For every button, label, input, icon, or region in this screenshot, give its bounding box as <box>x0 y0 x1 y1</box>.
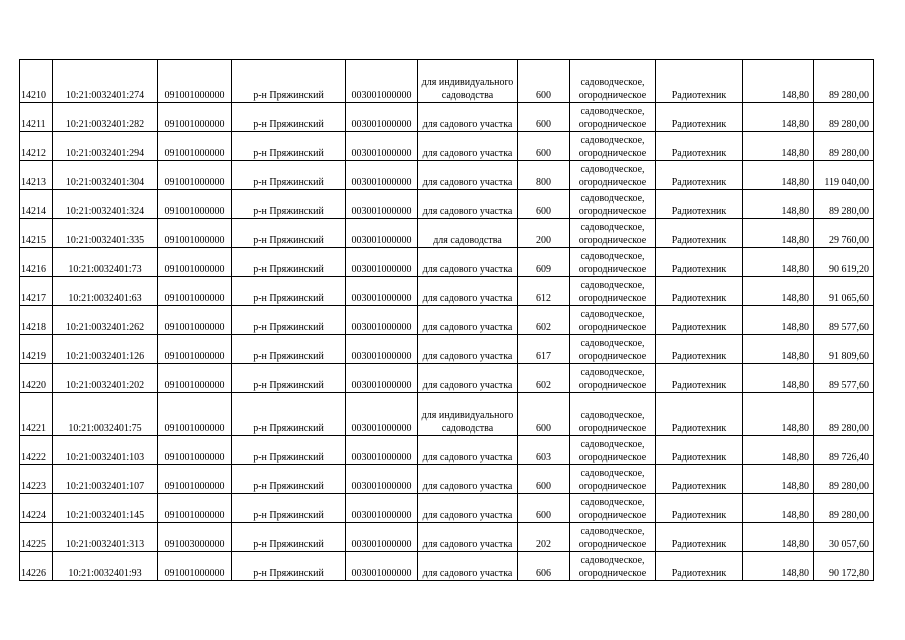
permitted-use: для садового участка <box>418 335 518 364</box>
cadastral-number: 10:21:0032401:335 <box>53 219 158 248</box>
category-code: 003001000000 <box>346 60 418 103</box>
okato-code: 091001000000 <box>158 161 232 190</box>
cadastral-number: 10:21:0032401:107 <box>53 465 158 494</box>
permitted-use: для садового участка <box>418 132 518 161</box>
area-value: 600 <box>518 103 570 132</box>
society-name: Радиотехник <box>656 190 743 219</box>
specific-value: 148,80 <box>743 277 814 306</box>
table-row <box>20 103 874 132</box>
society-name: Радиотехник <box>656 248 743 277</box>
cadastral-number: 10:21:0032401:313 <box>53 523 158 552</box>
permitted-use: для садоводства <box>418 219 518 248</box>
okato-code: 091001000000 <box>158 335 232 364</box>
row-number: 14218 <box>20 306 53 335</box>
district-name: р-н Пряжинский <box>232 60 346 103</box>
table-row <box>20 306 874 335</box>
cadastral-number: 10:21:0032401:73 <box>53 248 158 277</box>
category-code: 003001000000 <box>346 494 418 523</box>
cadastral-number: 10:21:0032401:274 <box>53 60 158 103</box>
specific-value: 148,80 <box>743 161 814 190</box>
specific-value: 148,80 <box>743 393 814 436</box>
district-name: р-н Пряжинский <box>232 364 346 393</box>
district-name: р-н Пряжинский <box>232 277 346 306</box>
society-name: Радиотехник <box>656 161 743 190</box>
specific-value: 148,80 <box>743 219 814 248</box>
society-name: Радиотехник <box>656 364 743 393</box>
okato-code: 091001000000 <box>158 132 232 161</box>
table-row <box>20 161 874 190</box>
cadastral-value: 91 065,60 <box>814 277 874 306</box>
area-value: 600 <box>518 465 570 494</box>
okato-code: 091001000000 <box>158 103 232 132</box>
cadastral-number: 10:21:0032401:63 <box>53 277 158 306</box>
table-row <box>20 277 874 306</box>
specific-value: 148,80 <box>743 436 814 465</box>
land-category: садоводческое, огородническое <box>570 60 656 103</box>
row-number: 14211 <box>20 103 53 132</box>
row-number: 14225 <box>20 523 53 552</box>
land-category: садоводческое, огородническое <box>570 219 656 248</box>
okato-code: 091001000000 <box>158 219 232 248</box>
cadastral-value: 89 280,00 <box>814 393 874 436</box>
society-name: Радиотехник <box>656 335 743 364</box>
row-number: 14214 <box>20 190 53 219</box>
permitted-use: для садового участка <box>418 306 518 335</box>
society-name: Радиотехник <box>656 552 743 581</box>
area-value: 200 <box>518 219 570 248</box>
cadastral-value: 89 280,00 <box>814 465 874 494</box>
okato-code: 091001000000 <box>158 248 232 277</box>
table-row <box>20 436 874 465</box>
land-category: садоводческое, огородническое <box>570 465 656 494</box>
okato-code: 091003000000 <box>158 523 232 552</box>
cadastral-value: 91 809,60 <box>814 335 874 364</box>
table-row <box>20 132 874 161</box>
category-code: 003001000000 <box>346 335 418 364</box>
specific-value: 148,80 <box>743 465 814 494</box>
area-value: 602 <box>518 306 570 335</box>
category-code: 003001000000 <box>346 306 418 335</box>
cadastral-value: 89 726,40 <box>814 436 874 465</box>
cadastral-number: 10:21:0032401:145 <box>53 494 158 523</box>
land-category: садоводческое, огородническое <box>570 494 656 523</box>
district-name: р-н Пряжинский <box>232 306 346 335</box>
permitted-use: для садового участка <box>418 161 518 190</box>
district-name: р-н Пряжинский <box>232 494 346 523</box>
society-name: Радиотехник <box>656 436 743 465</box>
table-row <box>20 465 874 494</box>
row-number: 14215 <box>20 219 53 248</box>
cadastral-number: 10:21:0032401:324 <box>53 190 158 219</box>
row-number: 14210 <box>20 60 53 103</box>
row-number: 14221 <box>20 393 53 436</box>
society-name: Радиотехник <box>656 523 743 552</box>
area-value: 600 <box>518 132 570 161</box>
district-name: р-н Пряжинский <box>232 248 346 277</box>
area-value: 600 <box>518 60 570 103</box>
category-code: 003001000000 <box>346 364 418 393</box>
area-value: 603 <box>518 436 570 465</box>
area-value: 612 <box>518 277 570 306</box>
area-value: 600 <box>518 393 570 436</box>
society-name: Радиотехник <box>656 219 743 248</box>
area-value: 606 <box>518 552 570 581</box>
district-name: р-н Пряжинский <box>232 219 346 248</box>
specific-value: 148,80 <box>743 335 814 364</box>
cadastral-value: 89 280,00 <box>814 190 874 219</box>
land-category: садоводческое, огородническое <box>570 306 656 335</box>
category-code: 003001000000 <box>346 552 418 581</box>
row-number: 14212 <box>20 132 53 161</box>
cadastral-number: 10:21:0032401:282 <box>53 103 158 132</box>
land-category: садоводческое, огородническое <box>570 436 656 465</box>
cadastral-value: 29 760,00 <box>814 219 874 248</box>
okato-code: 091001000000 <box>158 306 232 335</box>
land-category: садоводческое, огородническое <box>570 190 656 219</box>
row-number: 14224 <box>20 494 53 523</box>
row-number: 14217 <box>20 277 53 306</box>
category-code: 003001000000 <box>346 219 418 248</box>
society-name: Радиотехник <box>656 393 743 436</box>
table-row <box>20 248 874 277</box>
category-code: 003001000000 <box>346 436 418 465</box>
okato-code: 091001000000 <box>158 465 232 494</box>
table-row <box>20 60 874 103</box>
category-code: 003001000000 <box>346 277 418 306</box>
okato-code: 091001000000 <box>158 552 232 581</box>
row-number: 14213 <box>20 161 53 190</box>
society-name: Радиотехник <box>656 494 743 523</box>
cadastral-number: 10:21:0032401:93 <box>53 552 158 581</box>
okato-code: 091001000000 <box>158 60 232 103</box>
specific-value: 148,80 <box>743 306 814 335</box>
row-number: 14222 <box>20 436 53 465</box>
cadastral-value: 89 280,00 <box>814 60 874 103</box>
cadastral-value: 30 057,60 <box>814 523 874 552</box>
cadastral-number: 10:21:0032401:294 <box>53 132 158 161</box>
row-number: 14223 <box>20 465 53 494</box>
land-category: садоводческое, огородническое <box>570 393 656 436</box>
table-row <box>20 190 874 219</box>
district-name: р-н Пряжинский <box>232 436 346 465</box>
society-name: Радиотехник <box>656 277 743 306</box>
cadastral-value: 89 577,60 <box>814 364 874 393</box>
table-row <box>20 523 874 552</box>
society-name: Радиотехник <box>656 103 743 132</box>
land-category: садоводческое, огородническое <box>570 248 656 277</box>
permitted-use: для садового участка <box>418 494 518 523</box>
okato-code: 091001000000 <box>158 190 232 219</box>
specific-value: 148,80 <box>743 103 814 132</box>
district-name: р-н Пряжинский <box>232 161 346 190</box>
cadastral-value: 119 040,00 <box>814 161 874 190</box>
district-name: р-н Пряжинский <box>232 132 346 161</box>
area-value: 600 <box>518 494 570 523</box>
cadastral-number: 10:21:0032401:304 <box>53 161 158 190</box>
cadastral-number: 10:21:0032401:75 <box>53 393 158 436</box>
okato-code: 091001000000 <box>158 277 232 306</box>
cadastral-value: 90 619,20 <box>814 248 874 277</box>
district-name: р-н Пряжинский <box>232 465 346 494</box>
specific-value: 148,80 <box>743 190 814 219</box>
cadastral-number: 10:21:0032401:126 <box>53 335 158 364</box>
area-value: 609 <box>518 248 570 277</box>
specific-value: 148,80 <box>743 523 814 552</box>
land-category: садоводческое, огородническое <box>570 364 656 393</box>
table-row <box>20 219 874 248</box>
cadastral-value: 90 172,80 <box>814 552 874 581</box>
specific-value: 148,80 <box>743 60 814 103</box>
table-row <box>20 335 874 364</box>
specific-value: 148,80 <box>743 494 814 523</box>
category-code: 003001000000 <box>346 248 418 277</box>
society-name: Радиотехник <box>656 132 743 161</box>
permitted-use: для садового участка <box>418 248 518 277</box>
permitted-use: для садового участка <box>418 523 518 552</box>
land-category: садоводческое, огородническое <box>570 335 656 364</box>
specific-value: 148,80 <box>743 552 814 581</box>
land-category: садоводческое, огородническое <box>570 523 656 552</box>
row-number: 14226 <box>20 552 53 581</box>
okato-code: 091001000000 <box>158 436 232 465</box>
permitted-use: для садового участка <box>418 103 518 132</box>
row-number: 14216 <box>20 248 53 277</box>
land-category: садоводческое, огородническое <box>570 552 656 581</box>
specific-value: 148,80 <box>743 364 814 393</box>
permitted-use: для садового участка <box>418 436 518 465</box>
cadastral-number: 10:21:0032401:103 <box>53 436 158 465</box>
permitted-use: для садового участка <box>418 190 518 219</box>
category-code: 003001000000 <box>346 190 418 219</box>
area-value: 602 <box>518 364 570 393</box>
land-category: садоводческое, огородническое <box>570 103 656 132</box>
permitted-use: для садового участка <box>418 465 518 494</box>
land-category: садоводческое, огородническое <box>570 132 656 161</box>
category-code: 003001000000 <box>346 132 418 161</box>
specific-value: 148,80 <box>743 132 814 161</box>
cadastral-value: 89 280,00 <box>814 132 874 161</box>
permitted-use: для индивидуального садоводства <box>418 60 518 103</box>
permitted-use: для садового участка <box>418 364 518 393</box>
row-number: 14220 <box>20 364 53 393</box>
okato-code: 091001000000 <box>158 494 232 523</box>
cadastral-number: 10:21:0032401:202 <box>53 364 158 393</box>
specific-value: 148,80 <box>743 248 814 277</box>
okato-code: 091001000000 <box>158 393 232 436</box>
area-value: 800 <box>518 161 570 190</box>
table-row <box>20 552 874 581</box>
table-row <box>20 364 874 393</box>
category-code: 003001000000 <box>346 523 418 552</box>
okato-code: 091001000000 <box>158 364 232 393</box>
category-code: 003001000000 <box>346 161 418 190</box>
category-code: 003001000000 <box>346 465 418 494</box>
cadastral-value: 89 280,00 <box>814 103 874 132</box>
permitted-use: для садового участка <box>418 277 518 306</box>
area-value: 617 <box>518 335 570 364</box>
district-name: р-н Пряжинский <box>232 103 346 132</box>
society-name: Радиотехник <box>656 306 743 335</box>
society-name: Радиотехник <box>656 60 743 103</box>
society-name: Радиотехник <box>656 465 743 494</box>
table-row <box>20 494 874 523</box>
cadastral-value: 89 577,60 <box>814 306 874 335</box>
land-category: садоводческое, огородническое <box>570 277 656 306</box>
permitted-use: для садового участка <box>418 552 518 581</box>
row-number: 14219 <box>20 335 53 364</box>
area-value: 202 <box>518 523 570 552</box>
permitted-use: для индивидуального садоводства <box>418 393 518 436</box>
table-row <box>20 393 874 436</box>
district-name: р-н Пряжинский <box>232 190 346 219</box>
category-code: 003001000000 <box>346 393 418 436</box>
area-value: 600 <box>518 190 570 219</box>
district-name: р-н Пряжинский <box>232 393 346 436</box>
district-name: р-н Пряжинский <box>232 552 346 581</box>
cadastral-table <box>19 59 874 581</box>
district-name: р-н Пряжинский <box>232 523 346 552</box>
land-category: садоводческое, огородническое <box>570 161 656 190</box>
table-body <box>20 60 874 581</box>
cadastral-number: 10:21:0032401:262 <box>53 306 158 335</box>
cadastral-value: 89 280,00 <box>814 494 874 523</box>
district-name: р-н Пряжинский <box>232 335 346 364</box>
category-code: 003001000000 <box>346 103 418 132</box>
